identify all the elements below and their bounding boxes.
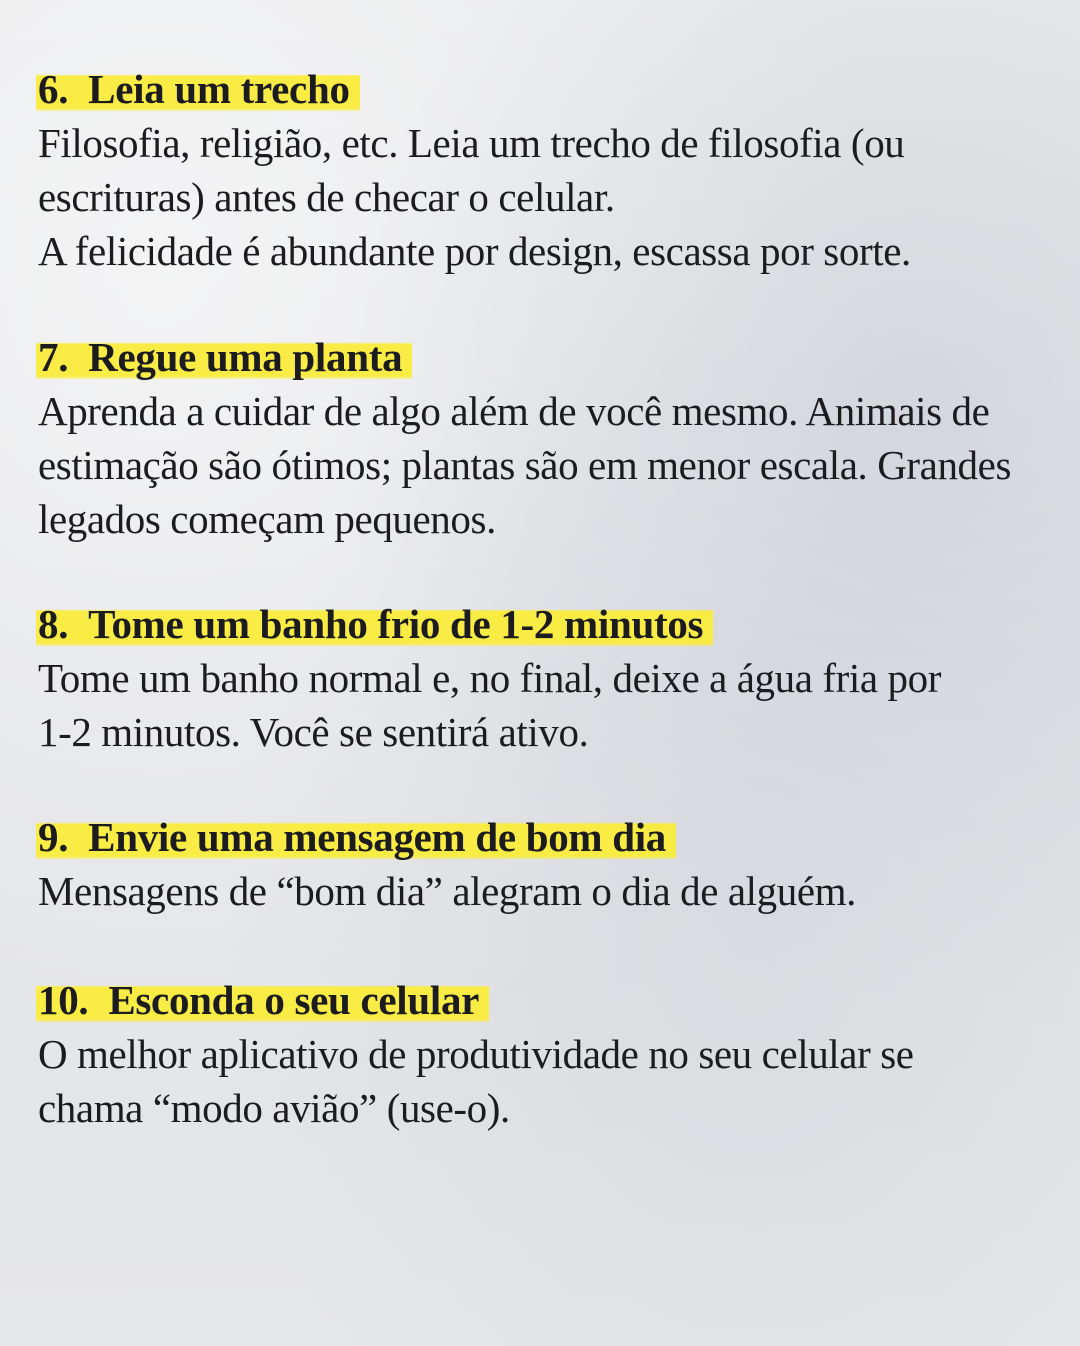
tip-text-line: escrituras) antes de checar o celular.: [38, 174, 615, 220]
highlight-marker: [36, 814, 676, 860]
tip-text-line: Mensagens de “bom dia” alegram o dia de alguém.: [38, 868, 856, 914]
tip-text-line: legados começam pequenos.: [38, 496, 496, 542]
highlight-marker: [36, 66, 360, 112]
tip-text-line: estimação são ótimos; plantas são em menor escala. Grandes: [38, 442, 1012, 488]
highlight-marker: [36, 601, 713, 647]
tip-title: Esconda o seu celular: [108, 977, 480, 1023]
highlight-marker: [36, 334, 412, 380]
tip-text-line: Filosofia, religião, etc. Leia um trecho de filosofia (ou: [38, 120, 905, 166]
tip-title: Envie uma mensagem de bom dia: [88, 814, 667, 860]
tip-heading: [38, 973, 489, 1027]
tip-8: [38, 597, 1078, 759]
tip-title: Regue uma planta: [88, 334, 403, 380]
tip-6: [38, 62, 1078, 278]
tip-number: 6.: [38, 66, 69, 112]
tip-title: Leia um trecho: [88, 66, 350, 112]
tip-text-line: 1-2 minutos. Você se sentirá ativo.: [38, 709, 589, 755]
tip-heading: [38, 597, 713, 651]
tip-number: 10.: [38, 977, 89, 1023]
tip-number: 8.: [38, 601, 69, 647]
tip-9: [38, 810, 1078, 918]
tip-text-line: A felicidade é abundante por design, escassa por sorte.: [38, 228, 911, 274]
tip-text-line: O melhor aplicativo de produtividade no seu celular se: [38, 1031, 914, 1077]
tip-heading: [38, 810, 676, 864]
tip-heading: [38, 330, 412, 384]
tip-title: Tome um banho frio de 1-2 minutos: [88, 601, 704, 647]
tip-number: 9.: [38, 814, 69, 860]
tip-7: [38, 330, 1078, 546]
tip-text-line: chama “modo avião” (use-o).: [38, 1085, 510, 1131]
tip-text-line: Tome um banho normal e, no final, deixe a água fria por: [38, 655, 942, 701]
tip-10: [38, 973, 1078, 1135]
tip-number: 7.: [38, 334, 69, 380]
tip-heading: [38, 62, 360, 116]
tip-text-line: Aprenda a cuidar de algo além de você mesmo. Animais de: [38, 388, 990, 434]
highlight-marker: [36, 977, 489, 1023]
